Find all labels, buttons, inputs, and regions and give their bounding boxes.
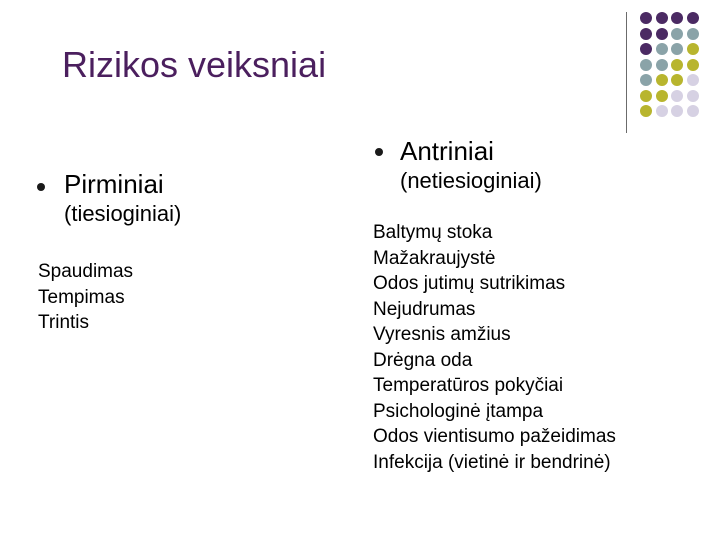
list-item: Vyresnis amžius: [373, 324, 511, 345]
decorative-dot: [656, 43, 668, 55]
list-item: Nejudrumas: [373, 298, 476, 320]
decorative-divider-line: [626, 12, 627, 133]
decorative-dot: [640, 28, 652, 40]
list-item: Odos jutimų sutrikimas: [373, 273, 566, 294]
left-heading: Pirminiai: [64, 169, 164, 199]
bullet-icon: [375, 148, 383, 156]
list-item: Spaudimas: [38, 261, 134, 282]
left-subheading: (tiesioginiai): [64, 201, 182, 226]
list-item: Baltymų stoka: [373, 222, 493, 243]
decorative-dot: [671, 74, 683, 86]
decorative-dot: [640, 90, 652, 102]
decorative-dot: [656, 90, 668, 102]
decorative-dot: [687, 12, 699, 24]
decorative-dot: [656, 74, 668, 86]
decorative-dot: [687, 28, 699, 40]
decorative-dot: [671, 105, 683, 117]
decorative-dot: [671, 43, 683, 55]
list-item: Drėgna oda: [373, 349, 473, 371]
right-list: [373, 220, 616, 475]
decorative-dot: [640, 74, 652, 86]
decorative-dot: [656, 59, 668, 71]
left-list: [38, 259, 133, 336]
right-heading: Antriniai: [400, 136, 494, 166]
bullet-icon: [37, 183, 45, 191]
right-subheading: (netiesioginiai): [400, 168, 542, 193]
list-item: Temperatūros pokyčiai: [373, 375, 564, 396]
list-item: Psichologinė įtampa: [373, 400, 544, 422]
decorative-dot: [671, 12, 683, 24]
decorative-dot: [687, 43, 699, 55]
decorative-dot: [687, 105, 699, 117]
decorative-dot: [640, 105, 652, 117]
slide-title: Rizikos veiksniai: [62, 44, 327, 85]
decorative-dot: [671, 28, 683, 40]
decorative-dot: [687, 59, 699, 71]
decorative-dot: [656, 12, 668, 24]
decorative-dot: [687, 74, 699, 86]
list-item: Tempimas: [38, 286, 125, 308]
list-item: Odos vientisumo pažeidimas: [373, 426, 616, 447]
decorative-dot: [656, 28, 668, 40]
list-item: Trintis: [38, 312, 90, 333]
list-item: Mažakraujystė: [373, 247, 496, 269]
decorative-dot: [640, 43, 652, 55]
decorative-dot-grid: [640, 12, 720, 120]
decorative-dot: [671, 90, 683, 102]
decorative-dot: [640, 12, 652, 24]
decorative-dot: [687, 90, 699, 102]
list-item: Infekcija (vietinė ir bendrinė): [373, 451, 611, 473]
decorative-dot: [656, 105, 668, 117]
decorative-dot: [671, 59, 683, 71]
decorative-dot: [640, 59, 652, 71]
